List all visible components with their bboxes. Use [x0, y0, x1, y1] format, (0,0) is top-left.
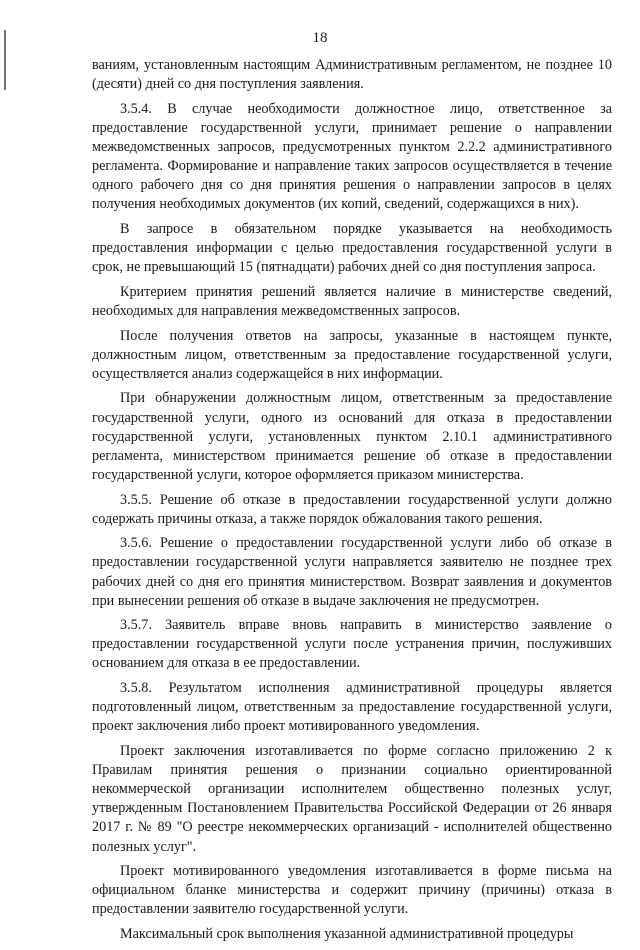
paragraph-3-5-8: 3.5.8. Результатом исполнения административной процедуры является подготовленный лицом, ответственным за предоставление государственной услуги, проект заключения либо проект мотивированного уведомления.	[92, 680, 612, 735]
paragraph-notice-draft: Проект мотивированного уведомления изготавливается в форме письма на официальном бланке министерства и содержит причину (причины) отказа в предоставлении заявителю государственной услуги.	[92, 863, 612, 918]
paragraph-continuation: ваниям, установленным настоящим Административным регламентом, не позднее 10 (десяти) дней со дня поступления заявления.	[92, 57, 612, 93]
paragraph-max-term: Максимальный срок выполнения указанной административной процедуры	[120, 926, 574, 943]
paragraph-decision-criterion: Критерием принятия решений является наличие в министерстве сведений, необходимых для направления межведомственных запросов.	[92, 283, 612, 319]
paragraph-conclusion-draft: Проект заключения изготавливается по форме согласно приложению 2 к Правилам принятия решения о признании социально ориентированной некоммерческой организации исполнителем общественно полезных услуг, утвержденным Постановлением Правительства Российской Федерации от 26 января 2017 г. № 89 "О реестре некоммерческих организаций - исполнителей общественно полезных услуг".	[92, 743, 612, 855]
paragraph-refusal-grounds: При обнаружении должностным лицом, ответственным за предоставление государственной услуги, одного из оснований для отказа в предоставлении государственной услуги, установленных пунктом 2.10.1 административного регламента, министерством принимается решение об отказе в предоставлении государственной услуги, которое оформляется приказом министерства.	[92, 390, 612, 483]
paragraph-3-5-6: 3.5.6. Решение о предоставлении государственной услуги либо об отказе в предоставлении государственной услуги направляется заявителю не позднее трех рабочих дней со дня его принятия министерством. Возврат заявления и документов при вынесении решения об отказе в выдаче заключения не предусмотрен.	[92, 535, 612, 609]
paragraph-response-analysis: После получения ответов на запросы, указанные в настоящем пункте, должностным лицом, ответственным за предоставление государственной услуги, осуществляется анализ содержащейся в них информации.	[92, 327, 612, 382]
paragraph-request-requirements: В запросе в обязательном порядке указывается на необходимость предоставления информации с целью предоставления государственной услуги в срок, не превышающий 15 (пятнадцати) рабочих дней со дня поступления запроса.	[92, 220, 612, 276]
document-body	[92, 56, 612, 950]
paragraph-3-5-7: 3.5.7. Заявитель вправе вновь направить в министерство заявление о предоставлении государственной услуги после устранения причин, послуживших основанием для отказа в ее предоставлении.	[92, 617, 612, 672]
page-number: 18	[312, 30, 328, 46]
paragraph-3-5-5: 3.5.5. Решение об отказе в предоставлении государственной услуги должно содержать причины отказа, а также порядок обжалования такого решения.	[92, 491, 612, 527]
paragraph-3-5-4: 3.5.4. В случае необходимости должностное лицо, ответственное за предоставление государственной услуги, принимает решение о направлении межведомственных запросов, предусмотренных пунктом 2.2.2 административного регламента. Формирование и направление таких запросов осуществляется в течение одного рабочего дня со дня принятия решения о направлении запросов в целях получения необходимых документов (их копий, сведений, содержащихся в них).	[92, 100, 612, 213]
